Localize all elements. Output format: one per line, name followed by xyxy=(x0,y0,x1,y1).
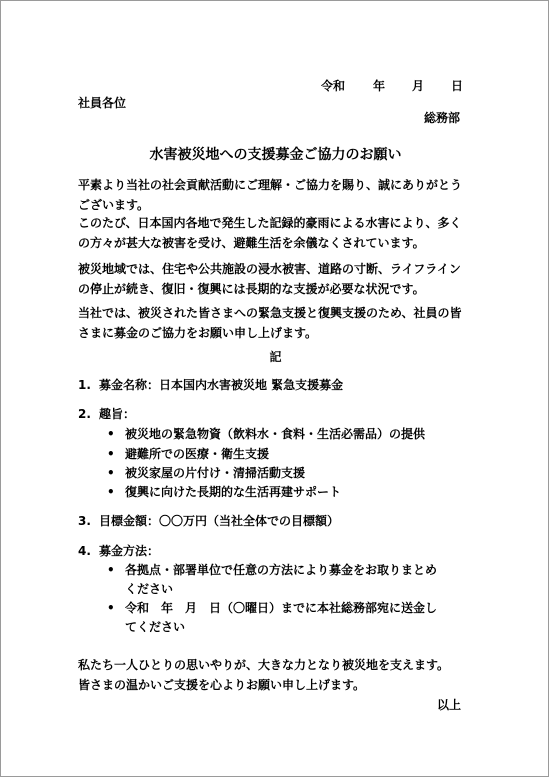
sender: 総務部 xyxy=(424,111,461,125)
section-3-number: 3. xyxy=(78,514,91,528)
ijo-closing-mark: 以上 xyxy=(437,698,462,712)
date-era: 令和 xyxy=(321,79,346,93)
section-3-text: 目標金額：〇〇万円（当社全体での目標額） xyxy=(99,514,340,528)
section-2-bullet-2: 避難所での医療・衛生支援 xyxy=(125,447,270,461)
bullet-icon: • xyxy=(107,427,115,441)
bullet-icon: • xyxy=(107,447,115,461)
ki-heading: 記 xyxy=(269,350,282,364)
section-4-text: 募金方法： xyxy=(99,544,160,558)
closing-line-1: 私たち一人ひとりの思いやりが、大きな力となり被災地を支えます。 xyxy=(78,658,450,672)
date-month: 月 xyxy=(412,79,425,93)
intro-paragraph-4: 当社では、被災された皆さまへの緊急支援と復興支援のため、社員の皆さまに募金のご協力をお願い申し上げます。 xyxy=(78,306,462,340)
section-2-bullet-3: 被災家屋の片付け・清掃活動支援 xyxy=(125,466,306,480)
section-4-bullet-2-line-1: 令和 年 月 日（〇曜日）までに本社総務部宛に送金し xyxy=(125,601,438,615)
intro-paragraph-3: 被災地域では、住宅や公共施設の浸水被害、道路の寸断、ライフラインの停止が続き、復旧・復興には長期的な支援が必要な状況です。 xyxy=(78,262,461,296)
bullet-icon: • xyxy=(107,563,115,577)
section-4-bullet-2-line-2: てください xyxy=(125,620,186,634)
section-1-number: 1. xyxy=(78,378,91,392)
section-4-bullet-1-line-2: ください xyxy=(125,582,174,596)
section-4-number: 4. xyxy=(78,544,91,558)
section-2-number: 2. xyxy=(78,407,91,421)
bullet-icon: • xyxy=(107,601,115,615)
intro-paragraph-1: 平素より当社の社会貢献活動にご理解・ご協力を賜り、誠にありがとうございます。 xyxy=(78,178,463,212)
page-title: 水害被災地への支援募金ご協力のお願い xyxy=(149,147,402,163)
date-year: 年 xyxy=(373,79,386,93)
section-2-text: 趣旨： xyxy=(99,407,136,421)
intro-paragraph-2: このたび、日本国内各地で発生した記録的豪雨による水害により、多くの方々が甚大な被害を受け、避難生活を余儀なくされています。 xyxy=(78,216,462,250)
section-4-bullet-1-line-1: 各拠点・部署単位で任意の方法により募金をお取りまとめ xyxy=(125,563,438,577)
bullet-icon: • xyxy=(107,466,115,480)
closing-line-2: 皆さまの温かいご支援を心よりお願い申し上げます。 xyxy=(78,678,366,692)
section-2-bullet-4: 復興に向けた長期的な生活再建サポート xyxy=(125,485,342,499)
date-day: 日 xyxy=(451,79,464,93)
recipient: 社員各位 xyxy=(78,96,127,110)
section-2-bullet-1: 被災地の緊急物資（飲料水・食料・生活必需品）の提供 xyxy=(125,427,426,441)
section-1-text: 募金名称：日本国内水害被災地 緊急支援募金 xyxy=(99,378,344,392)
bullet-icon: • xyxy=(107,485,115,499)
